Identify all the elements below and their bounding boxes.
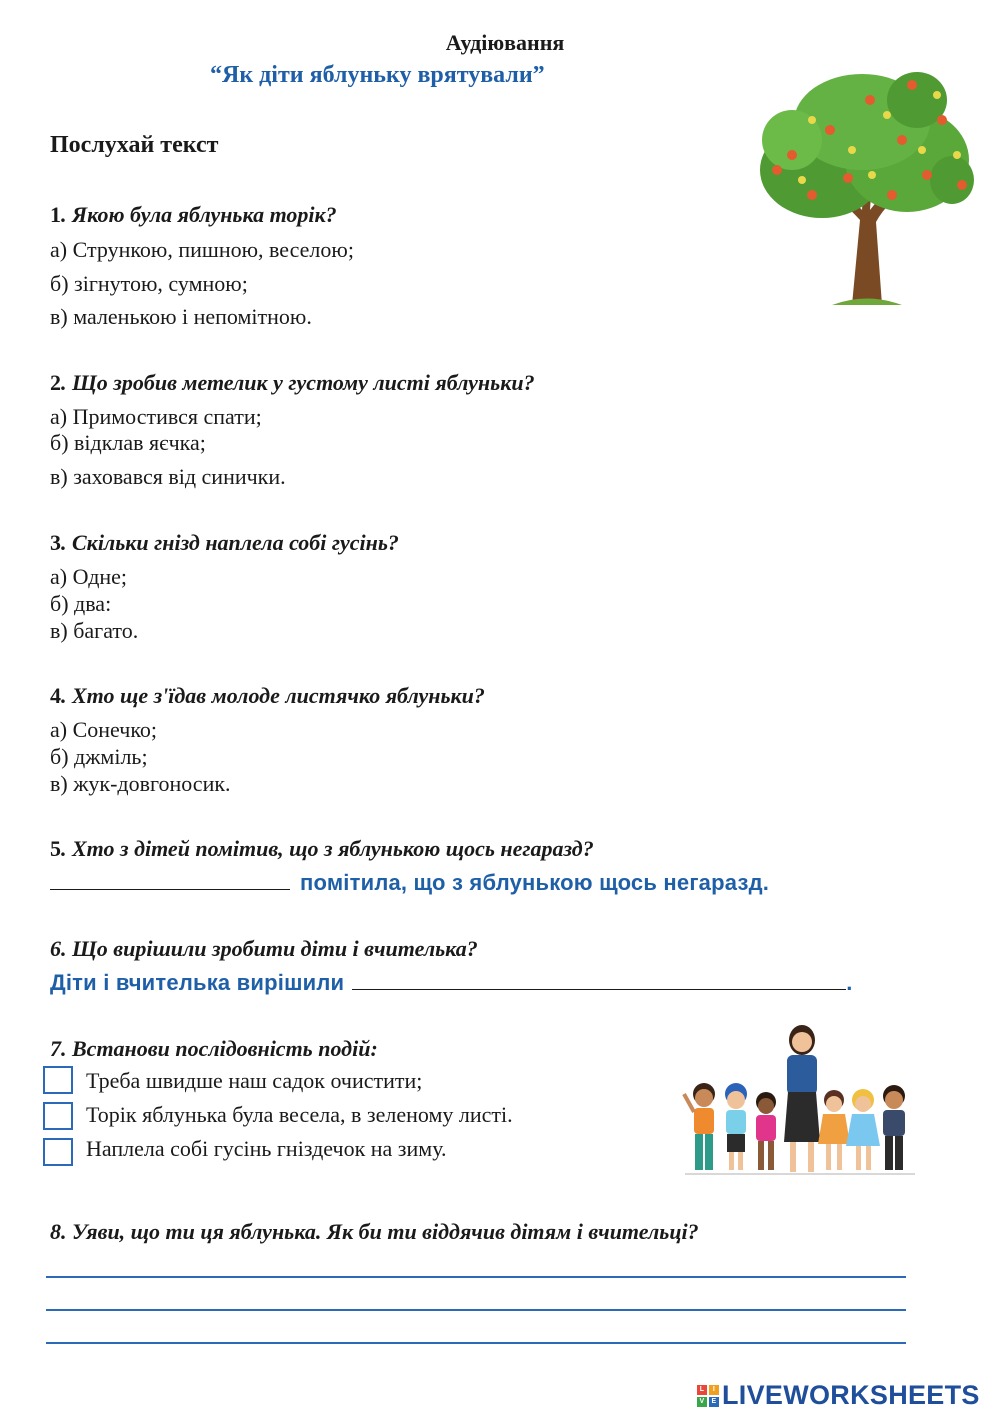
writing-line-2[interactable] <box>46 1309 906 1311</box>
q6-answer-prefix: Діти і вчителька вирішили <box>50 970 345 995</box>
q6-answer-end: . <box>846 970 853 995</box>
logo-text: LIVEWORKSHEETS <box>722 1380 980 1410</box>
question-1 <box>50 202 337 228</box>
q2-option-c[interactable]: в) заховався від синички. <box>50 464 286 489</box>
q4-option-c[interactable]: в) жук-довгоносик. <box>50 771 231 796</box>
q6-answer-row <box>50 969 853 996</box>
listen-instruction: Послухай текст <box>50 132 219 158</box>
q1-option-a[interactable]: а) Стрункою, пишною, веселою; <box>50 237 354 262</box>
story-title: “Як діти яблуньку врятували” <box>210 62 545 88</box>
writing-line-1[interactable] <box>46 1276 906 1278</box>
q1-option-b[interactable]: б) зігнутою, сумною; <box>50 271 248 296</box>
q2-option-a[interactable]: а) Примостився спати; <box>50 404 262 429</box>
logo-cube: V <box>697 1397 707 1407</box>
children-with-teacher-illustration <box>680 1022 920 1182</box>
question-2 <box>50 370 535 396</box>
q6-answer-blank[interactable] <box>352 969 846 990</box>
question-number: 3 <box>50 530 61 555</box>
logo-cube: I <box>709 1385 719 1395</box>
question-5 <box>50 836 594 862</box>
sequence-box-1[interactable] <box>43 1066 73 1094</box>
question-text: . Що зробив метелик у густому листі яблуньки? <box>61 370 535 395</box>
q3-option-c[interactable]: в) багато. <box>50 618 139 643</box>
question-3 <box>50 530 399 556</box>
liveworksheets-logo <box>697 1380 980 1411</box>
q3-option-a[interactable]: а) Одне; <box>50 564 128 589</box>
q2-option-b[interactable]: б) відклав яєчка; <box>50 430 206 455</box>
question-text: . Скільки гнізд наплела собі гусінь? <box>61 530 399 555</box>
worksheet-title: Аудіювання <box>445 30 565 55</box>
logo-cubes-icon <box>697 1385 719 1407</box>
q4-option-a[interactable]: а) Сонечко; <box>50 717 158 742</box>
question-7: 7. Встанови послідовність подій: <box>50 1036 378 1061</box>
question-6: 6. Що вирішили зробити діти і вчителька? <box>50 936 478 961</box>
question-text: . Хто з дітей помітив, що з яблунькою щось негаразд? <box>61 836 594 861</box>
writing-line-3[interactable] <box>46 1342 906 1344</box>
sequence-event-2: Торік яблунька була весела, в зеленому листі. <box>86 1102 513 1127</box>
q4-option-b[interactable]: б) джміль; <box>50 744 148 769</box>
question-text: . Якою була яблунька торік? <box>61 202 337 227</box>
q3-option-b[interactable]: б) два: <box>50 591 112 616</box>
sequence-event-1: Треба швидше наш садок очистити; <box>86 1068 423 1093</box>
q5-answer-blank[interactable] <box>50 869 290 890</box>
logo-cube: L <box>697 1385 707 1395</box>
question-text: . Хто ще з'їдав молоде листячко яблуньки? <box>61 683 485 708</box>
question-number: 2 <box>50 370 61 395</box>
question-4 <box>50 683 485 709</box>
question-8: 8. Уяви, що ти ця яблунька. Як би ти віддячив дітям і вчительці? <box>50 1219 699 1244</box>
q5-answer-row <box>50 869 769 896</box>
question-number: 5 <box>50 836 61 861</box>
question-number: 4 <box>50 683 61 708</box>
apple-tree-illustration <box>752 60 982 310</box>
sequence-event-3: Наплела собі гусінь гніздечок на зиму. <box>86 1136 447 1161</box>
q5-answer-suffix: помітила, що з яблунькою щось негаразд. <box>300 870 770 895</box>
sequence-box-2[interactable] <box>43 1102 73 1130</box>
sequence-box-3[interactable] <box>43 1138 73 1166</box>
q1-option-c[interactable]: в) маленькою і непомітною. <box>50 304 312 329</box>
logo-cube: E <box>709 1397 719 1407</box>
question-number: 1 <box>50 202 61 227</box>
